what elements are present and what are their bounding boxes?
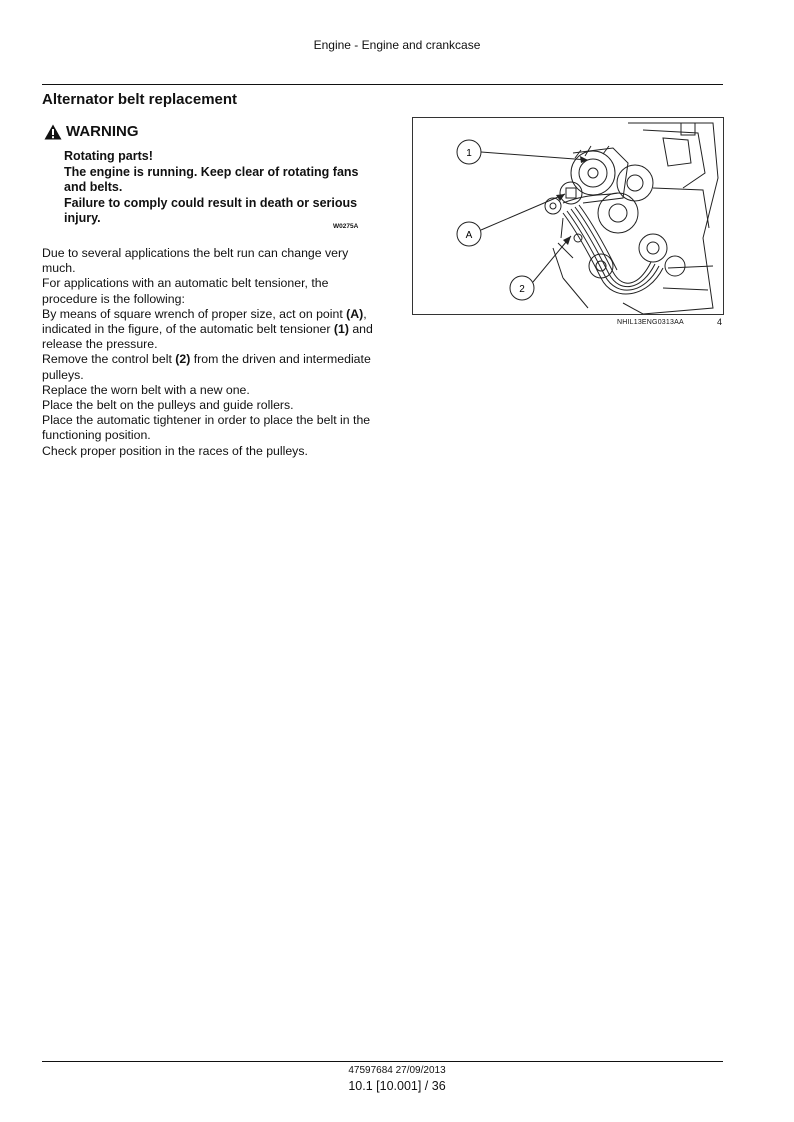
ref-a: (A)	[346, 306, 364, 321]
warning-heading	[44, 123, 139, 140]
callout-2: 2	[519, 284, 525, 295]
footer-document-id: 47597684 27/09/2013	[348, 1065, 446, 1076]
p3-text-c: , indicated in the figure, of the automatic belt tensioner	[42, 306, 367, 337]
warning-line-3: Failure to comply could result in death or serious injury.	[64, 195, 358, 225]
engine-figure	[412, 117, 724, 315]
callout-a: A	[465, 230, 473, 241]
procedure-text	[42, 246, 384, 459]
warning-label: WARNING	[66, 123, 139, 140]
figure-number: 4	[717, 317, 723, 327]
paragraph-4	[42, 352, 384, 382]
paragraph-5: Replace the worn belt with a new one.	[42, 382, 250, 397]
paragraph-3	[42, 307, 384, 353]
engine-drawing	[413, 118, 723, 314]
paragraph-2: For applications with an automatic belt tensioner, the procedure is the following:	[42, 276, 329, 306]
section-title: Alternator belt replacement	[42, 91, 238, 108]
warning-body	[64, 149, 364, 227]
p4-text-c: from the driven and intermediate pulleys.	[42, 352, 371, 382]
ref-2: (2)	[175, 352, 191, 367]
page-header: Engine - Engine and crankcase	[313, 38, 481, 52]
paragraph-8: Check proper position in the races of the pulleys.	[42, 443, 308, 458]
paragraph-1: Due to several applications the belt run can change very much.	[42, 246, 349, 276]
p4-text-a: Remove the control belt	[42, 352, 176, 367]
p3-text-e: and release the pressure.	[42, 322, 373, 352]
ref-1: (1)	[333, 322, 349, 337]
warning-line-2: The engine is running. Keep clear of rotating fans and belts.	[64, 164, 359, 194]
p3-text-a: By means of square wrench of proper size, act on point	[42, 306, 347, 321]
warning-triangle-icon	[44, 124, 62, 140]
paragraph-7: Place the automatic tightener in order to place the belt in the functioning position.	[42, 413, 371, 443]
warning-code: W0275A	[333, 223, 359, 230]
warning-line-1: Rotating parts!	[64, 149, 153, 163]
footer-page-number: 10.1 [10.001] / 36	[348, 1079, 446, 1093]
callout-1: 1	[466, 148, 472, 159]
figure-reference: NHIL13ENG0313AA	[617, 319, 684, 326]
header-rule	[42, 84, 723, 85]
paragraph-6: Place the belt on the pulleys and guide rollers.	[42, 398, 294, 413]
footer-rule	[42, 1061, 723, 1062]
